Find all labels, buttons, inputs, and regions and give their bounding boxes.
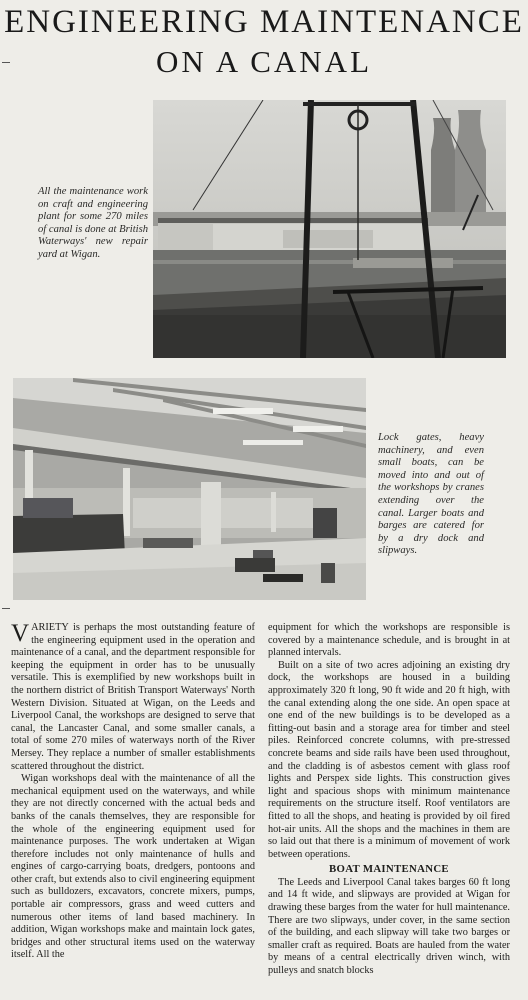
paragraph-building: Built on a site of two acres adjoining an existing dry dock, the workshops are housed in a building approximately 320 ft long, 90 ft wide and 20 ft high, with the canal extending along the one side. An open space at one end of the new buildings is to be developed as a fitting-out basin and a storage area for timber and steel piles. Reinforced concrete columns, with pre-stressed concrete beams and side rails have been used throughout, and the cladding is of asbestos cement with glass roof lights and Perspex side lights. This construction gives light and spacious shops with minimum maintenance requirements on the structure itself. Roof ventilators are fitted to all the shops, and heating is provided by oil fired hot-air units. All the shops and the machines in them are so laid out that there is a minimum of movement of work between operations.: [268, 659, 510, 860]
repair-yard-illustration: [153, 100, 506, 358]
workshop-illustration: [13, 378, 366, 600]
subhead-boat-maintenance: BOAT MAINTENANCE: [329, 863, 449, 876]
article-title-line2: ON A CANAL: [155, 44, 372, 79]
paragraph-workshops-scope: Wigan workshops deal with the maintenance of all the mechanical equipment used on the waterways, and while they are not directly concerned with the actual beds and banks of the canals themselves, they are responsible for the whole of the engineering equipment used for maintenance purposes. The work undertaken at Wigan therefore includes not only maintenance of hulls and engines of cargo-carrying boats, dredgers, pontoons and other craft, but extends also to civil engineering equipment such as bulldozers, excavators, concrete mixers, pumps, portable air compressors, grass and weed cutters and numerous other items of land based machinery. In addition, Wigan workshops make and maintain lock gates, bridges and other structural items used on the waterway itself. All the: [11, 773, 255, 961]
photo-workshop-interior: [13, 378, 366, 600]
article-column-left: [11, 622, 255, 962]
intro-text: is perhaps the most outstanding feature of the engineering equipment used in the operation and maintenance of a canal, and the department responsible for keeping the equipment in order has to be unusually versatile. This is exemplified by new workshops built in the northern district of British Transport Waterways' North Western Division. Situated at Wigan, on the Leeds and Liverpool Canal, the workshops are designed to serve that canal, the Lancaster Canal, and some smaller canals, a total of some 270 miles of waterways north of the River Mersey. They replace a number of smaller establishments scattered throughout the district.: [11, 622, 255, 772]
paragraph-boat-maintenance: The Leeds and Liverpool Canal takes barges 60 ft long and 14 ft wide, and slipways are provided at Wigan for drawing these barges from the water for hull maintenance. There are two slipways, under cover, in the same section of the building, and each slipway will take two barges or smaller craft as required. Boats are hauled from the water by means of a central electrically driven winch, with pulleys and snatch blocks: [268, 876, 510, 977]
caption-workshop: Lock gates, heavy machinery, and even small boats, can be moved into and out of the workshops by cranes extending over the canal. Larger boats and barges are catered for by a dry dock and slipways.: [378, 432, 484, 557]
article-title-line1: ENGINEERING MAINTENANCE: [4, 4, 524, 40]
photo-repair-yard: [153, 100, 506, 358]
article-column-right: [268, 622, 510, 978]
page-edge-mark: [2, 608, 10, 609]
paragraph-schedule: equipment for which the workshops are responsible is covered by a maintenance schedule, and is brought in at planned intervals.: [268, 622, 510, 659]
drop-cap: V: [11, 620, 30, 647]
caption-repair-yard: All the maintenance work on craft and engineering plant for some 270 miles of canal is done at British Waterways' new repair yard at Wigan.: [38, 186, 148, 260]
intro-smallcaps: ARIETY: [31, 622, 69, 633]
paragraph-intro: [11, 622, 255, 773]
